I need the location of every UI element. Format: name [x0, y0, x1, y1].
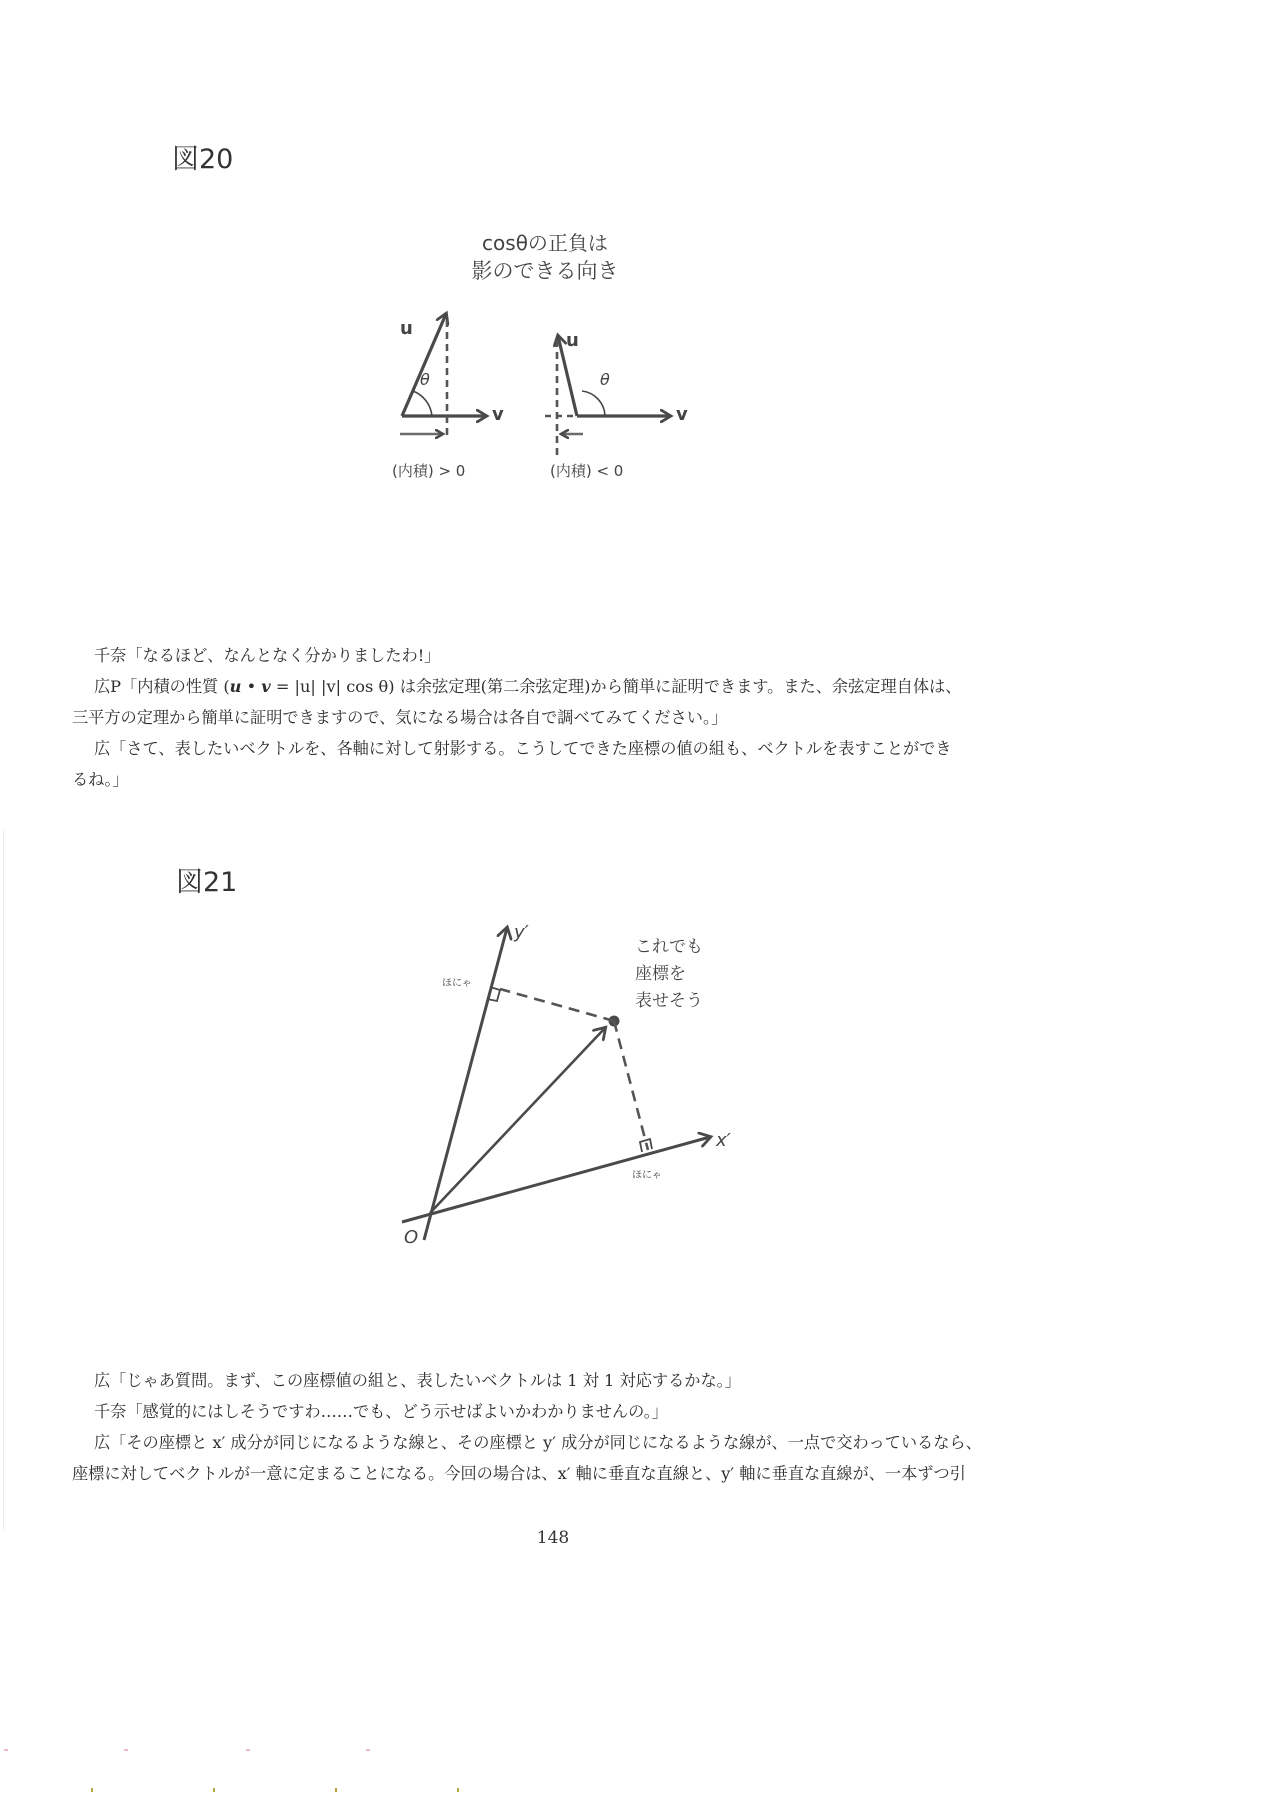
v-label: v [492, 404, 504, 425]
theta-label: θ [600, 370, 610, 389]
right-negative-diagram [545, 330, 688, 480]
speaker-text: 広P「内積の性質 ( [94, 677, 230, 696]
y-prime-axis [424, 928, 507, 1240]
dialogue-line: 広「じゃあ質問。まず、この座標値の組と、表したいベクトルは 1 対 1 対応するかな。」 [94, 1371, 741, 1390]
x-prime-label: x′ [716, 1130, 731, 1151]
foot-label-y: ほにゃ [442, 978, 472, 989]
math-dot: • [241, 677, 262, 696]
figure-20-caption-line2: 影のできる向き [471, 259, 619, 283]
result-negative-label: (内積) < 0 [550, 462, 624, 480]
figure-20-caption-line1: cosθの正負は [482, 231, 608, 255]
registration-mark [366, 1749, 370, 1751]
foot-label-x: ほにゃ [632, 1170, 662, 1181]
projection-to-x-axis [614, 1021, 648, 1150]
u-label: u [400, 318, 413, 339]
projection-to-y-axis [500, 989, 614, 1021]
u-label: u [566, 330, 579, 351]
math-rest: = |u| |v| cos θ [270, 677, 389, 696]
figure-20-label: 図20 [172, 144, 234, 175]
theta-arc [413, 391, 432, 416]
dialogue-line-cont: 三平方の定理から簡単に証明できますので、気になる場合は各自で調べてみてください。」 [72, 708, 728, 727]
figure-20-diagram [380, 220, 710, 500]
registration-mark [457, 1788, 459, 1792]
dialogue-text: ) は余弦定理(第二余弦定理)から簡単に証明できます。また、余弦定理自体は、 [388, 677, 962, 696]
y-prime-label: y′ [514, 922, 529, 943]
v-label: v [676, 404, 688, 425]
registration-mark [124, 1749, 128, 1751]
origin-label: O [404, 1227, 419, 1248]
note-line-1: これでも [635, 937, 703, 957]
figure-21-diagram [390, 900, 750, 1280]
dialogue-line: 広「その座標と x′ 成分が同じになるような線と、その座標と y′ 成分が同じになるような線が、一点で交わっているなら、 [94, 1433, 982, 1452]
dialogue-line: 広「さて、表したいベクトルを、各軸に対して射影する。こうしてできた座標の値の組も、ベクトルを表すことができ [94, 739, 952, 758]
math-v: v [261, 677, 271, 696]
registration-mark [213, 1788, 215, 1792]
page-number: 148 [536, 1528, 570, 1548]
theta-arc [582, 391, 605, 416]
inner-product-formula [230, 677, 389, 696]
note-line-3: 表せそう [635, 991, 703, 1011]
figure-21-label: 図21 [176, 867, 238, 898]
registration-mark [91, 1788, 93, 1792]
dialogue-block-2 [72, 1365, 1032, 1489]
registration-mark [246, 1749, 250, 1751]
dialogue-line-cont: るね。」 [72, 770, 129, 789]
registration-mark [335, 1788, 337, 1792]
theta-label: θ [420, 370, 430, 389]
dialogue-line-cont: 座標に対してベクトルが一意に定まることになる。今回の場合は、x′ 軸に垂直な直線と、y′ 軸に垂直な直線が、一本ずつ引 [72, 1464, 966, 1483]
left-positive-diagram [392, 314, 504, 480]
dialogue-line [72, 671, 1032, 702]
result-positive-label: (内積) > 0 [392, 462, 466, 480]
registration-mark [4, 1749, 8, 1751]
math-u: u [229, 677, 242, 696]
dialogue-line: 千奈「感覚的にはしそうですわ……でも、どう示せばよいかわかりませんの。」 [94, 1402, 668, 1421]
scan-edge-line [3, 830, 4, 1530]
dialogue-block-1 [72, 640, 1032, 795]
note-line-2: 座標を [635, 964, 686, 984]
dialogue-line: 千奈「なるほど、なんとなく分かりましたわ!」 [94, 646, 441, 665]
